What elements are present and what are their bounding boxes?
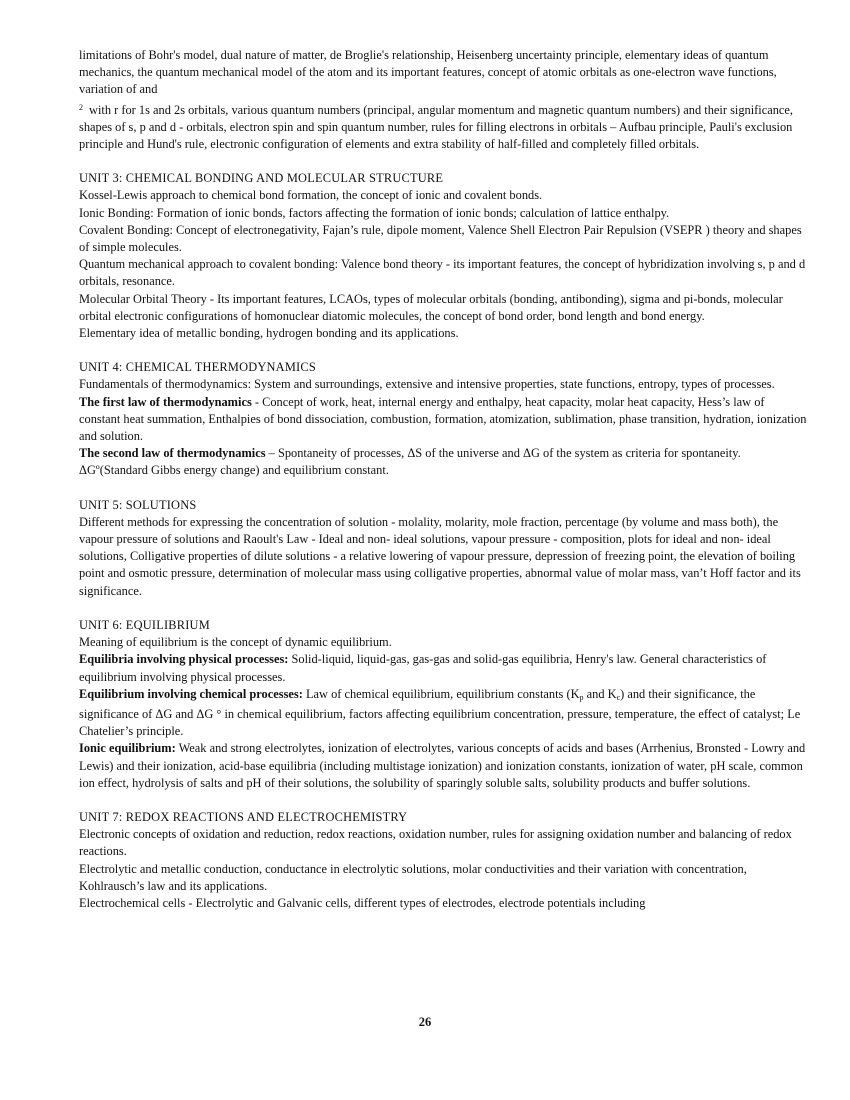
chemical-processes-text-rest: ) and their significance, the significance of ΔG and ΔG ° in chemical equilibrium, factors affecting equilibrium concentration, pressure, temperature, the effect of catalyst; Le Chatelier’s principle.: [79, 686, 801, 739]
physical-processes-label: Equilibria involving physical processes:: [79, 652, 289, 667]
unit-4-paragraph: [79, 445, 807, 479]
unit-5-heading: UNIT 5: SOLUTIONS: [79, 497, 197, 512]
unit-6-heading: UNIT 6: EQUILIBRIUM: [79, 617, 210, 632]
intro-paragraph-1: limitations of Bohr's model, dual nature of matter, de Broglie's relationship, Heisenberg uncertainty principle, elementary ideas of quantum mechanics, the quantum mechanical model of the atom and its important features, concept of atomic orbitals as one-electron wave functions, variation of and: [79, 48, 777, 97]
superscript-2: 2: [79, 102, 83, 112]
unit-7-paragraph: Electrolytic and metallic conduction, conductance in electrolytic solutions, molar conductivities and their variation with concentration, Kohlrausch’s law and its applications.: [79, 861, 747, 893]
unit-3-paragraph: Quantum mechanical approach to covalent bonding: Valence bond theory - its important features, the concept of hybridization involving s, p and d orbitals, resonance.: [79, 257, 806, 289]
intro-paragraph-2: [79, 99, 807, 154]
first-law-text: - Concept of work, heat, internal energy and enthalpy, heat capacity, molar heat capacity, Hess’s law of constant heat summation, Enthalpies of bond dissociation, combustion, formation, atomization, sublimation, phase transition, hydration, ionization and solution.: [79, 394, 807, 444]
chemical-processes-text: Law of chemical equilibrium, equilibrium: [302, 686, 518, 701]
ionic-equilibrium-label: Ionic equilibrium:: [79, 741, 176, 756]
intro-paragraph-2-text: with r for 1s and 2s orbitals, various quantum numbers (principal, angular momentum and magnetic quantum numbers) and their significance, shapes of s, p and d - orbitals, electron spin and spin quantum number, rules for filling electrons in orbitals – Aufbau principle, Pauli's exclusion principle and Hund's rule, electronic configuration of elements and extra stability of half-filled and completely filled orbitals.: [79, 102, 794, 152]
unit-4-paragraph: Fundamentals of thermodynamics: System and surroundings, extensive and intensive properties, state functions, entropy, types of processes.: [79, 377, 775, 392]
unit-6-paragraph: Meaning of equilibrium is the concept of dynamic equilibrium.: [79, 635, 392, 650]
first-law-label: The first law of thermodynamics: [79, 394, 252, 409]
unit-4-heading: UNIT 4: CHEMICAL THERMODYNAMICS: [79, 360, 316, 375]
page-number: 26: [418, 1015, 432, 1029]
unit-3-paragraph: Ionic Bonding: Formation of ionic bonds, factors affecting the formation of ionic bonds; calculation of lattice enthalpy.: [79, 205, 670, 220]
subscript-c: c: [616, 692, 621, 702]
second-law-text: – Spontaneity of processes, ΔS of the universe and ΔG of the system as criteria for spontaneity. ΔGº(Standard Gibbs energy change) and equilibrium constant.: [79, 446, 741, 478]
unit-4-paragraph: [79, 394, 807, 446]
physical-processes-text: Solid-liquid, liquid-gas, gas-gas and solid-gas equilibria, Henry's law. General characteristics of equilibrium involving physical processes.: [79, 652, 767, 684]
subscript-p: p: [579, 692, 584, 702]
intro-section: [79, 47, 807, 153]
chemical-processes-label: Equilibrium involving chemical processes:: [79, 686, 303, 701]
unit-5-paragraph: Different methods for expressing the concentration of solution - molality, molarity, mole fraction, percentage (by volume and mass both), the vapour pressure of solutions and Raoult's Law - Ideal and non- ideal solutions, vapour pressure - composition, plots for ideal and non- ideal solutions, Colligative properties of dilute solutions - a relative lowering of vapour pressure, depression of freezing point, the elevation of boiling point and osmotic pressure, determination of molecular mass using colligative properties, abnormal value of molar mass, van’t Hoff factor and its significance.: [79, 514, 801, 598]
unit-3-section: [79, 170, 807, 342]
unit-6-section: [79, 617, 807, 792]
unit-6-paragraph: [79, 651, 807, 685]
constants-text: constants (K: [517, 686, 580, 701]
unit-7-paragraph: Electronic concepts of oxidation and reduction, redox reactions, oxidation number, rules for assigning oxidation number and balancing of redox reactions.: [79, 827, 792, 859]
unit-7-heading: UNIT 7: REDOX REACTIONS AND ELECTROCHEMISTRY: [79, 809, 408, 824]
unit-7-paragraph: Electrochemical cells - Electrolytic and Galvanic cells, different types of electrodes, electrode potentials including: [79, 895, 646, 910]
unit-3-heading: UNIT 3: CHEMICAL BONDING AND MOLECULAR STRUCTURE: [79, 171, 444, 186]
unit-3-paragraph: Covalent Bonding: Concept of electronegativity, Fajan’s rule, dipole moment, Valence Shell Electron Pair Repulsion (VSEPR ) theory and shapes of simple molecules.: [79, 222, 802, 255]
second-law-label: The second law of thermodynamics: [79, 446, 266, 461]
unit-5-section: [79, 497, 807, 600]
unit-3-paragraph: Elementary idea of metallic bonding, hydrogen bonding and its applications.: [79, 326, 459, 341]
unit-3-paragraph: Kossel-Lewis approach to chemical bond formation, the concept of ionic and covalent bonds.: [79, 188, 543, 203]
unit-4-section: [79, 359, 807, 479]
unit-3-paragraph: Molecular Orbital Theory - Its important features, LCAOs, types of molecular orbitals (bonding, antibonding), sigma and pi-bonds, molecular orbital electronic configurations of homonuclear diatomic molecules, the concept of bond order, bond length and bond energy.: [79, 291, 783, 323]
unit-6-paragraph: [79, 740, 807, 792]
document-body: [79, 47, 807, 912]
unit-7-section: [79, 809, 807, 912]
ionic-equilibrium-text: Weak and strong electrolytes, ionization of electrolytes, various concepts of acids and bases (Arrhenius, Bronsted - Lowry and Lewis) and their ionization, acid-base equilibria (including multistage ionization) and ionization constants, ionization of water, pH scale, common ion effect, hydrolysis of salts and pH of their solutions, the solubility of sparingly soluble salts, solubility products and buffer solutions.: [79, 741, 806, 790]
constants-and-text: and K: [583, 686, 617, 701]
unit-6-paragraph: [79, 686, 807, 741]
